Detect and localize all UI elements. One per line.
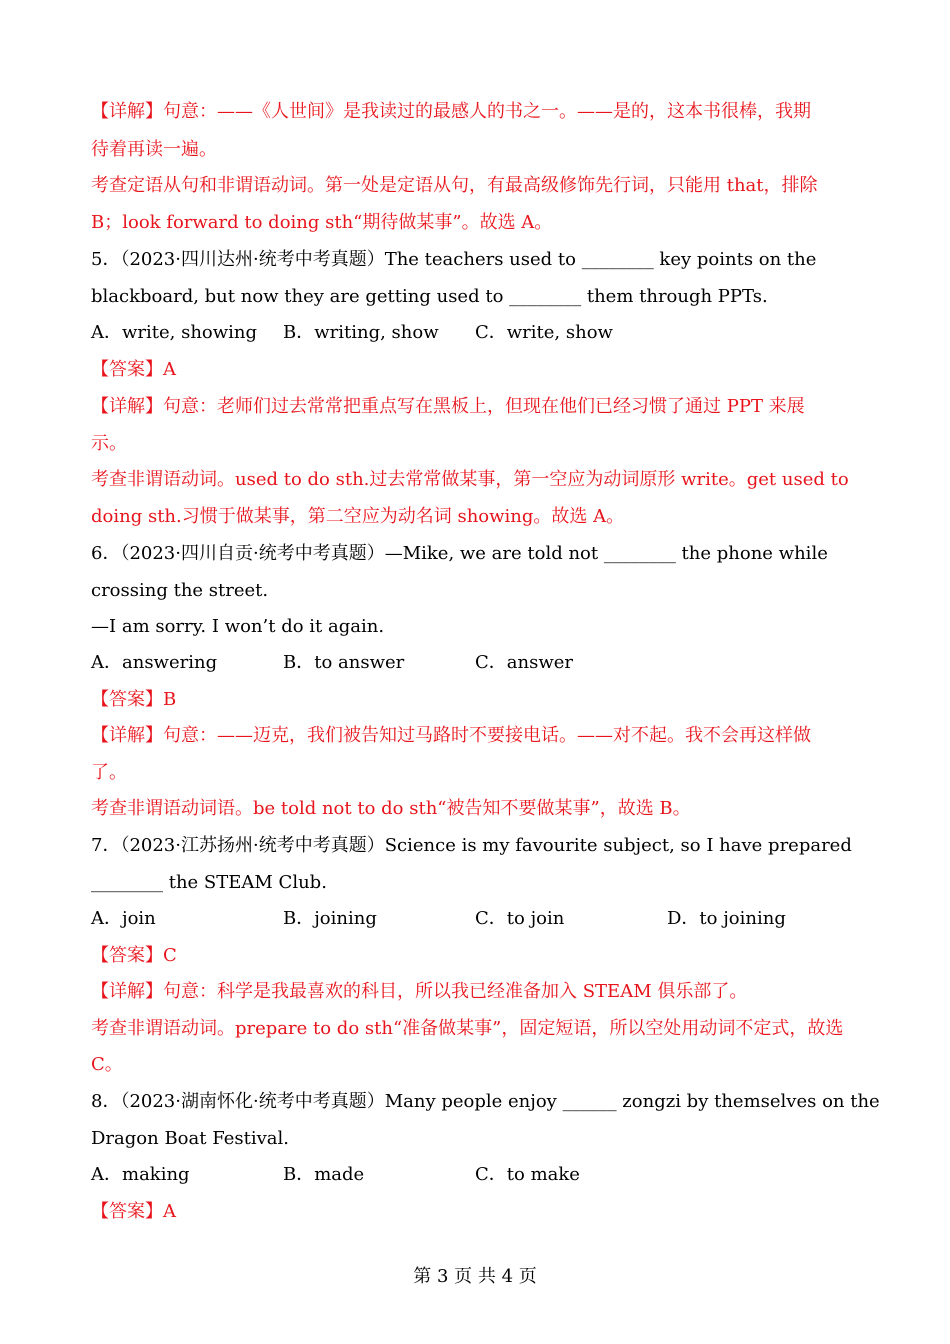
question-7-option-b: B．joining [283, 908, 377, 929]
question-5-option-c: C．write, show [475, 322, 613, 343]
question-5-stem-1: 5．（2023·四川达州·统考中考真题）The teachers used to ________ key points on the [91, 249, 817, 270]
question-7-option-c: C．to join [475, 908, 565, 929]
question-8-stem-2: Dragon Boat Festival. [91, 1128, 289, 1149]
explanation-4-line-1: 【详解】句意：——《人世间》是我读过的最感人的书之一。——是的，这本书很棒，我期 [91, 101, 811, 122]
question-6-stem-3: —I am sorry. I won’t do it again. [91, 616, 385, 637]
answer-6: 【答案】B [91, 689, 177, 710]
explanation-7-line-1: 【详解】句意：科学是我最喜欢的科目，所以我已经准备加入 STEAM 俱乐部了。 [91, 981, 748, 1002]
question-6-stem-2: crossing the street. [91, 580, 269, 601]
question-6-option-c: C．answer [475, 652, 573, 673]
explanation-6-line-2: 了。 [91, 762, 127, 783]
question-6-option-b: B．to answer [283, 652, 405, 673]
answer-7: 【答案】C [91, 945, 177, 966]
explanation-4-line-3: 考查定语从句和非谓语动词。第一处是定语从句，有最高级修饰先行词，只能用 that，排除 [91, 175, 818, 196]
explanation-5-line-4: doing sth.习惯于做某事，第二空应为动名词 showing。故选 A。 [91, 506, 625, 527]
explanation-7-line-3: C。 [91, 1054, 123, 1075]
explanation-7-line-2: 考查非谓语动词。prepare to do sth“准备做某事”，固定短语，所以空处用动词不定式，故选 [91, 1018, 844, 1039]
explanation-6-line-3: 考查非谓语动词语。be told not to do sth“被告知不要做某事”，故选 B。 [91, 798, 691, 819]
question-8-option-b: B．made [283, 1164, 365, 1185]
question-7-stem-2: ________ the STEAM Club. [91, 872, 327, 893]
explanation-5-line-3: 考查非谓语动词。used to do sth.过去常常做某事，第一空应为动词原形 write。get used to [91, 469, 849, 490]
answer-8: 【答案】A [91, 1201, 176, 1222]
question-8-stem-1: 8．（2023·湖南怀化·统考中考真题）Many people enjoy ______ zongzi by themselves on the [91, 1091, 880, 1112]
question-8-option-c: C．to make [475, 1164, 580, 1185]
question-8-option-a: A．making [91, 1164, 190, 1185]
explanation-6-line-1: 【详解】句意：——迈克，我们被告知过马路时不要接电话。——对不起。我不会再这样做 [91, 725, 811, 746]
question-5-option-a: A．write, showing [91, 322, 258, 343]
page-number-footer: 第 3 页 共 4 页 [413, 1266, 537, 1287]
question-5-option-b: B．writing, show [283, 322, 439, 343]
question-6-stem-1: 6．（2023·四川自贡·统考中考真题）—Mike, we are told not ________ the phone while [91, 543, 828, 564]
explanation-4-line-2: 待着再读一遍。 [91, 139, 217, 160]
question-7-option-a: A．join [91, 908, 156, 929]
explanation-4-line-4: B；look forward to doing sth“期待做某事”。故选 A。 [91, 212, 553, 233]
explanation-5-line-1: 【详解】句意：老师们过去常常把重点写在黑板上，但现在他们已经习惯了通过 PPT 来展 [91, 396, 805, 417]
question-7-option-d: D．to joining [667, 908, 786, 929]
question-5-stem-2: blackboard, but now they are getting used to ________ them through PPTs. [91, 286, 768, 307]
question-6-option-a: A．answering [91, 652, 218, 673]
answer-5: 【答案】A [91, 359, 176, 380]
question-7-stem-1: 7．（2023·江苏扬州·统考中考真题）Science is my favourite subject, so I have prepared [91, 835, 852, 856]
explanation-5-line-2: 示。 [91, 433, 127, 454]
